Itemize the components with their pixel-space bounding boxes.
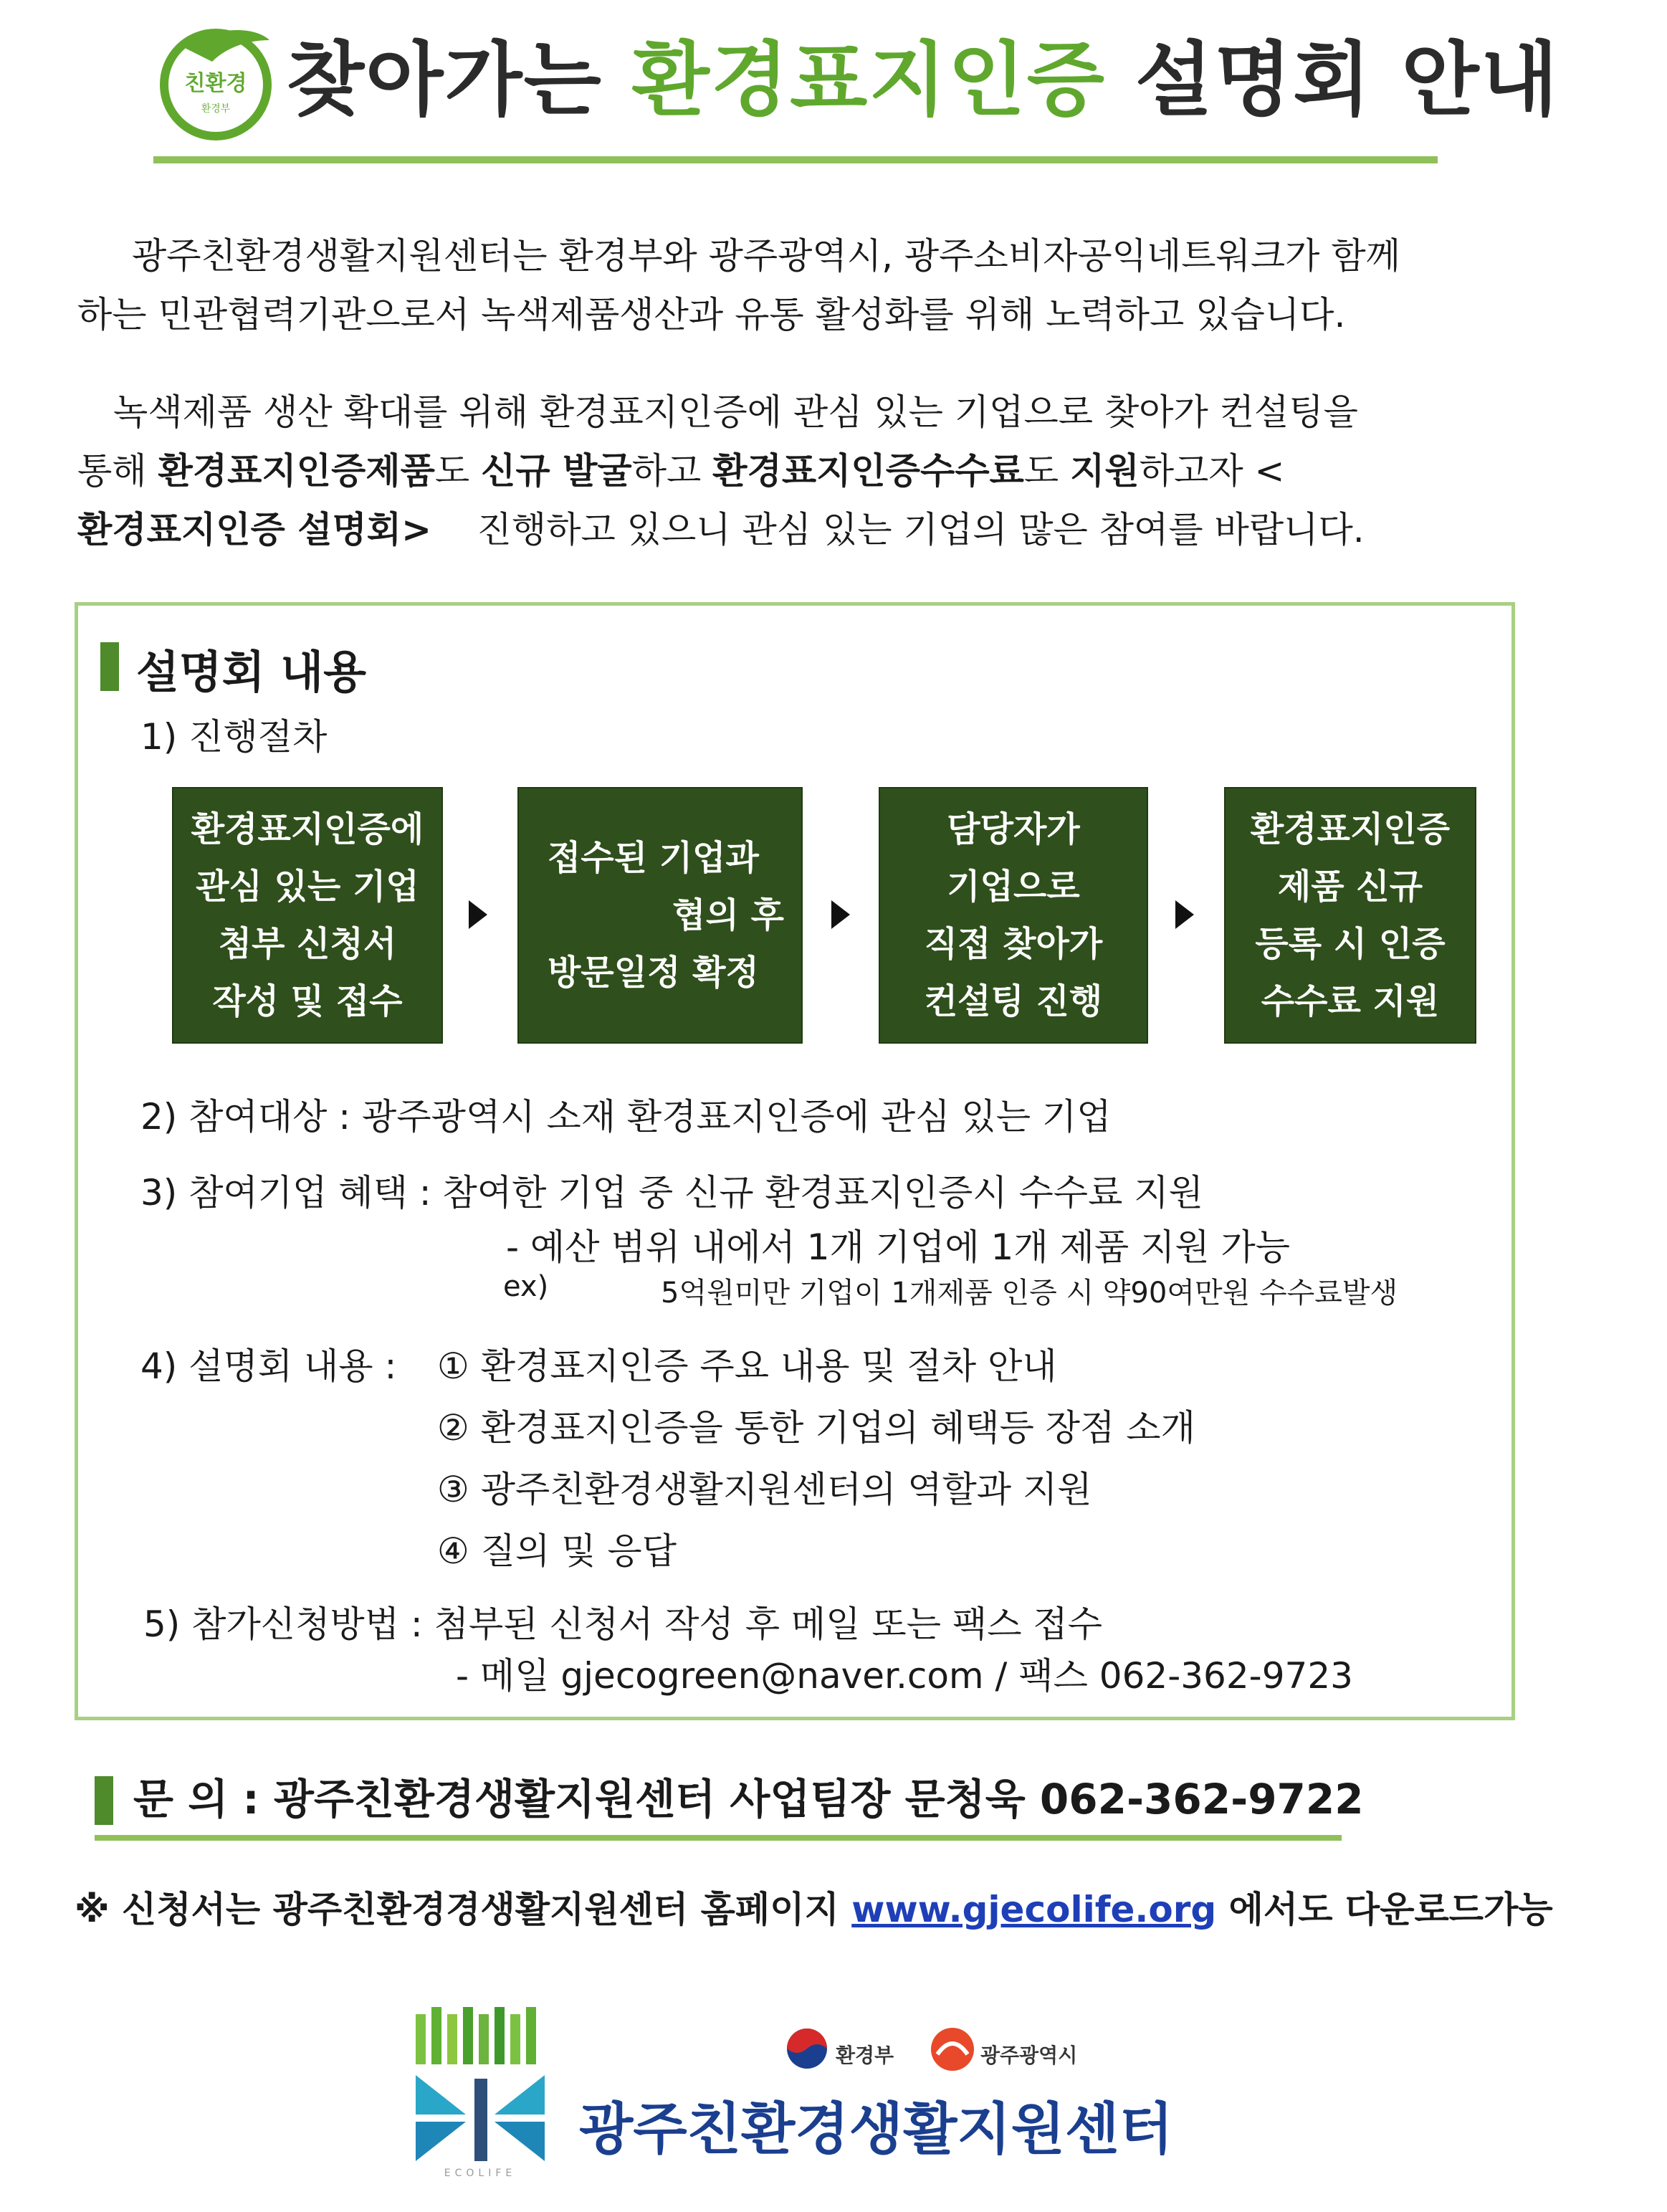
arrow-right-icon [1175,900,1194,929]
gwangju-emblem-icon [929,2026,976,2073]
step-box-4: 환경표지인증 제품 신규 등록 시 인증 수수료 지원 [1224,787,1476,1044]
info-box [75,602,1515,1720]
download-note: ※ 신청서는 광주친환경경생활지원센터 홈페이지 www.gjecolife.org 에서도 다운로드가능 [75,1889,1553,1930]
content-list-item: ④ 질의 및 응답 [437,1530,677,1572]
step-box-2: 접수된 기업과 협의 후 방문일정 확정 [517,787,803,1044]
arrow-right-icon [831,900,850,929]
item-content-label: 4) 설명회 내용 : [140,1345,397,1387]
section-title: 설명회 내용 [136,646,367,698]
item-benefit: 3) 참여기업 혜택 : 참여한 기업 중 신규 환경표지인증시 수수료 지원 [140,1172,1203,1214]
center-name: 광주친환경생활지원센터 [579,2097,1173,2162]
contact-info: 문 의 : 광주친환경생활지원센터 사업팀장 문청욱 062-362-9722 [133,1775,1364,1824]
step-box-3: 담당자가 기업으로 직접 찾아가 컨설팅 진행 [879,787,1148,1044]
page-title: 찾아가는 환경표지인증 설명회 안내 [287,34,1559,127]
arrow-right-icon [469,900,487,929]
intro-paragraph-2: 녹색제품 생산 확대를 위해 환경표지인증에 관심 있는 기업으로 찾아가 컨설팅을 통해 환경표지인증제품도 신규 발굴하고 환경표지인증수수료도 지원하고자 < 환경표지인증 설명회> 진행하고 있으니 관심 있는 기업의 많은 참여를 바랍니다. [77,391,1365,550]
gwangju-label: 광주광역시 [980,2044,1078,2067]
header-divider [153,156,1438,163]
logo-caption: ECOLIFE [444,2168,517,2179]
eco-label-badge [155,19,277,140]
example-label: ex) [503,1270,549,1303]
item-apply-contact: - 메일 gjecogreen@naver.com / 팩스 062-362-9723 [456,1655,1353,1697]
step-box-1: 환경표지인증에 관심 있는 기업 첨부 신청서 작성 및 접수 [172,787,443,1044]
ecolife-logo [409,2007,559,2179]
gwangju-logo [929,2026,976,2076]
item-benefit-sub: - 예산 범위 내에서 1개 기업에 1개 제품 지원 가능 [506,1226,1291,1268]
homepage-link[interactable]: www.gjecolife.org [851,1889,1217,1930]
item-target: 2) 참여대상 : 광주광역시 소재 환경표지인증에 관심 있는 기업 [140,1096,1112,1138]
example-text: 5억원미만 기업이 1개제품 인증 시 약90여만원 수수료발생 [661,1277,1398,1310]
content-list-item: ① 환경표지인증 주요 내용 및 절차 안내 [437,1345,1057,1387]
badge-sub-text: 환경부 [201,103,231,115]
intro-paragraph-1: 광주친환경생활지원센터는 환경부와 광주광역시, 광주소비자공익네트워크가 함께 하는 민관협력기관으로서 녹색제품생산과 유통 활성화를 위해 노력하고 있습니다. [77,235,1400,335]
item-apply-method: 5) 참가신청방법 : 첨부된 신청서 작성 후 메일 또는 팩스 접수 [143,1603,1102,1645]
moe-emblem-icon [784,2026,830,2072]
badge-main-text: 친환경 [184,71,247,96]
contact-divider [95,1835,1342,1841]
content-list-item: ③ 광주친환경생활지원센터의 역할과 지원 [437,1469,1092,1510]
moe-logo [784,2026,830,2074]
moe-label: 환경부 [836,2044,894,2067]
item-procedure: 1) 진행절차 [140,716,328,758]
content-list-item: ② 환경표지인증을 통한 기업의 혜택등 장점 소개 [437,1407,1195,1449]
contact-bar [95,1776,113,1825]
section-bar [100,642,119,691]
